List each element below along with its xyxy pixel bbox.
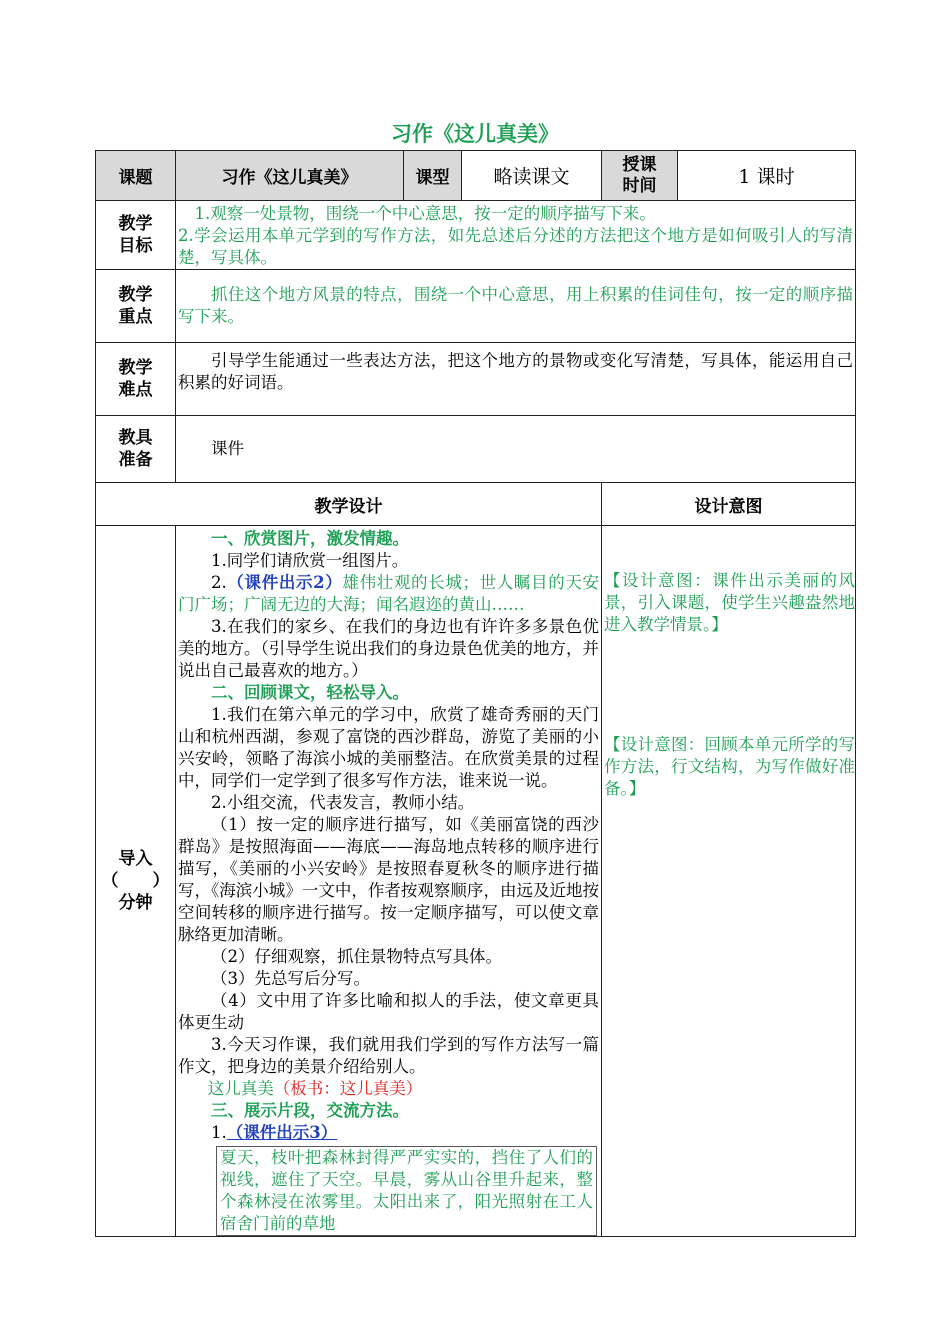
type-label: 课型 [404,151,462,201]
s1-p1: 1.同学们请欣赏一组图片。 [211,551,409,570]
s1-title: 一、欣赏图片，激发情趣。 [211,529,409,548]
s1-p2-text: 雄伟壮观的长城；世人瞩目的天安门广场；广阔无边的大海；闻名遐迩的黄山…… [178,573,599,614]
keypoints-content [176,270,856,343]
section-label [96,526,176,1237]
s1-p2-tag: （课件出示2） [226,573,343,592]
tools-row [96,416,856,483]
s2-p7: 3.今天习作课，我们就用我们学到的写作方法写一篇作文，把身边的美景介绍给别人。 [178,1035,599,1076]
difficulties-label [96,343,176,416]
s3-p1-tag: （课件出示3） [226,1123,338,1142]
excerpt-box: 夏天，枝叶把森林封得严严实实的，挡住了人们的视线，遮住了天空。早晨，雾从山谷里升起来，整个森林浸在浓雾里。太阳出来了，阳光照射在工人宿舍门前的草地 [216,1146,597,1236]
s1-p3: 3.在我们的家乡、在我们的身边也有许许多多景色优美的地方。（引导学生说出我们的身边景色优美的地方，并说出自己最喜欢的地方。） [178,617,599,680]
goals-row [96,201,856,270]
time-label [602,151,678,201]
intent-content [602,526,856,1237]
topic-label: 课题 [96,151,176,201]
tools-content [176,416,856,483]
s3-p1 [178,1122,599,1144]
s3-p1-num: 1. [211,1123,227,1142]
s2-title: 二、回顾课文，轻松导入。 [211,683,409,702]
difficulties-text: 引导学生能通过一些表达方法，把这个地方的景物或变化写清楚，写具体，能运用自己积累的好词语。 [178,351,853,392]
difficulties-row [96,343,856,416]
s2-p4: （2）仔细观察，抓住景物特点写具体。 [211,947,502,966]
board-text: 这儿真美 [207,1079,274,1098]
goal-1: 1.观察一处景物，围绕一个中心意思，按一定的顺序描写下来。 [194,204,656,223]
difficulties-label-line1: 教学 [118,358,153,378]
header-row [96,151,856,201]
goal-2: 2.学会运用本单元学到的写作方法，如先总述后分述的方法把这个地方是如何吸引人的写清楚，写具体。 [178,226,853,267]
lesson-plan-table [95,150,856,1237]
intent-2: 【设计意图：回顾本单元所学的写作方法，行文结构，为写作做好准备。】 [604,735,855,798]
keypoints-label-line1: 教学 [118,285,153,305]
goals-content [176,201,856,270]
keypoints-row [96,270,856,343]
board-note: （板书：这儿真美） [273,1079,423,1098]
goals-label [96,201,176,270]
tools-label-line2: 准备 [118,450,153,470]
s2-p3: （1）按一定的顺序进行描写，如《美丽富饶的西沙群岛》是按照海面——海底——海岛地点转移的顺序进行描写，《美丽的小兴安岭》是按照春夏秋冬的顺序进行描写，《海滨小城》一文中，作者按观察顺序，由远及近地按空间转移的顺序进行描写。按一定顺序描写，可以使文章脉络更加清晰。 [178,815,599,944]
intent-1: 【设计意图：课件出示美丽的风景，引入课题，使学生兴趣盎然地进入教学情景。】 [604,571,855,634]
s1-p2-num: 2. [211,573,227,592]
difficulties-label-line2: 难点 [118,380,153,400]
s2-p2: 2.小组交流，代表发言，教师小结。 [211,793,475,812]
keypoints-label-line2: 重点 [118,307,153,327]
s1-p2 [178,572,599,616]
s3-title: 三、展示片段，交流方法。 [211,1101,409,1120]
s2-p6: （4）文中用了许多比喻和拟人的手法，使文章更具体更生动 [178,991,599,1032]
document-title: 习作《这儿真美》 [391,122,559,146]
s2-p5: （3）先总写后分写。 [211,969,370,988]
section-label-line2: （ ） [101,871,170,891]
tools-text: 课件 [211,439,244,458]
design-header: 教学设计 [96,483,602,526]
time-label-line2: 时间 [622,175,657,196]
time-label-line1: 授课 [622,154,657,175]
difficulties-content [176,343,856,416]
time-value: 1 课时 [678,151,856,201]
keypoints-text: 抓住这个地方风景的特点，围绕一个中心意思，用上积累的佳词佳句，按一定的顺序描写下来。 [178,285,853,326]
goals-label-line2: 目标 [118,236,153,256]
type-value: 略读课文 [462,151,602,201]
section-label-line1: 导入 [118,849,153,869]
intent-header: 设计意图 [602,483,856,526]
design-content [176,526,602,1237]
tools-label [96,416,176,483]
section-label-line3: 分钟 [118,893,153,913]
tools-label-line1: 教具 [118,428,153,448]
design-body-row [96,526,856,1237]
keypoints-label [96,270,176,343]
topic-value: 习作《这儿真美》 [176,151,404,201]
board-line [178,1078,599,1100]
s2-p1: 1.我们在第六单元的学习中，欣赏了雄奇秀丽的天门山和杭州西湖，参观了富饶的西沙群岛，游览了美丽的小兴安岭，领略了海滨小城的美丽整洁。在欣赏美景的过程中，同学们一定学到了很多写作方法，谁来说一说。 [178,705,599,790]
goals-label-line1: 教学 [118,214,153,234]
design-header-row [96,483,856,526]
